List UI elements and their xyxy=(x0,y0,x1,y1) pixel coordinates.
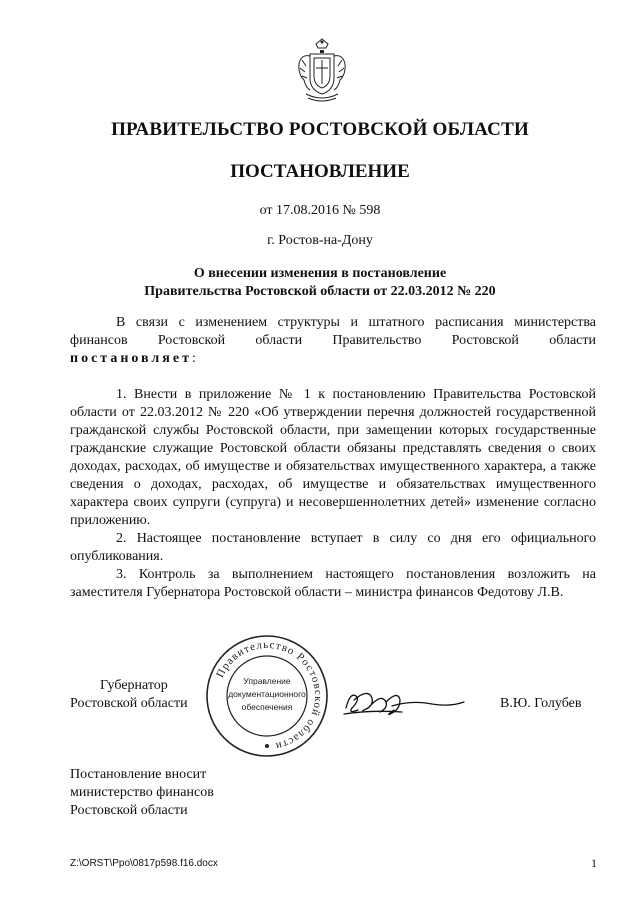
resolves-colon: : xyxy=(191,351,196,366)
item-paragraph-3: 3. Контроль за выполнением настоящего постановления возложить на заместителя Губернатора Ростовской области – министра финансов Федотову Л.В. xyxy=(70,567,596,600)
stamp-line-3: обеспечения xyxy=(241,702,293,712)
document-city: г. Ростов-на-Дону xyxy=(267,233,373,248)
stamp-ring-text: Правительство Ростовской области xyxy=(214,638,325,753)
introduced-by-block xyxy=(70,766,214,820)
coat-of-arms-emblem xyxy=(296,38,348,104)
signatory-name: В.Ю. Голубев xyxy=(500,696,582,711)
footer-file-path: Z:\ORST\Ppo\0817p598.f16.docx xyxy=(70,858,218,869)
preamble-text: В связи с изменением структуры и штатного расписания министерства финансов Ростовской области Правительство Ростовской области xyxy=(70,315,596,348)
resolution-line xyxy=(70,350,596,368)
subject-line-2: Правительства Ростовской области от 22.03.2012 № 220 xyxy=(144,284,496,299)
organization-title: ПРАВИТЕЛЬСТВО РОСТОВСКОЙ ОБЛАСТИ xyxy=(111,119,529,140)
official-stamp xyxy=(204,633,330,759)
introduced-by-line-1: Постановление вносит xyxy=(70,767,207,782)
introduced-by-line-2: министерство финансов xyxy=(70,785,214,800)
subject-line-1: О внесении изменения в постановление xyxy=(193,266,447,281)
page-number: 1 xyxy=(591,856,597,870)
preamble-paragraph xyxy=(70,314,596,350)
signatory-region: Ростовской области xyxy=(70,696,188,711)
stamp-line-2: документационного xyxy=(228,689,306,699)
handwritten-signature xyxy=(342,686,467,720)
signatory-title: Губернатор xyxy=(100,678,168,693)
item-paragraph-2: 2. Настоящее постановление вступает в силу со дня его официального опубликования. xyxy=(70,531,596,564)
stamp-line-1: Управление xyxy=(243,676,291,686)
resolves-word: постановляет xyxy=(70,351,192,366)
item-paragraph-1: 1. Внести в приложение № 1 к постановлению Правительства Ростовской области от 22.03.2012 № 220 «Об утверждении перечня должностей государственной гражданской службы Ростовской области, при замещении которых государственные гражданские служащие Ростовской области обязаны представлять сведения о своих доходах, расходах, об имуществе и обязательствах имущественного характера, а также сведения о доходах, расходах, об имуществе и обязательствах имущественного характера своих супруги (супруга) и несовершеннолетних детей» изменение согласно приложению. xyxy=(70,387,596,528)
document-subject xyxy=(0,265,640,301)
document-type: ПОСТАНОВЛЕНИЕ xyxy=(230,161,410,182)
document-body xyxy=(70,314,596,602)
introduced-by-line-3: Ростовской области xyxy=(70,803,188,818)
document-date-number: от 17.08.2016 № 598 xyxy=(259,203,381,218)
